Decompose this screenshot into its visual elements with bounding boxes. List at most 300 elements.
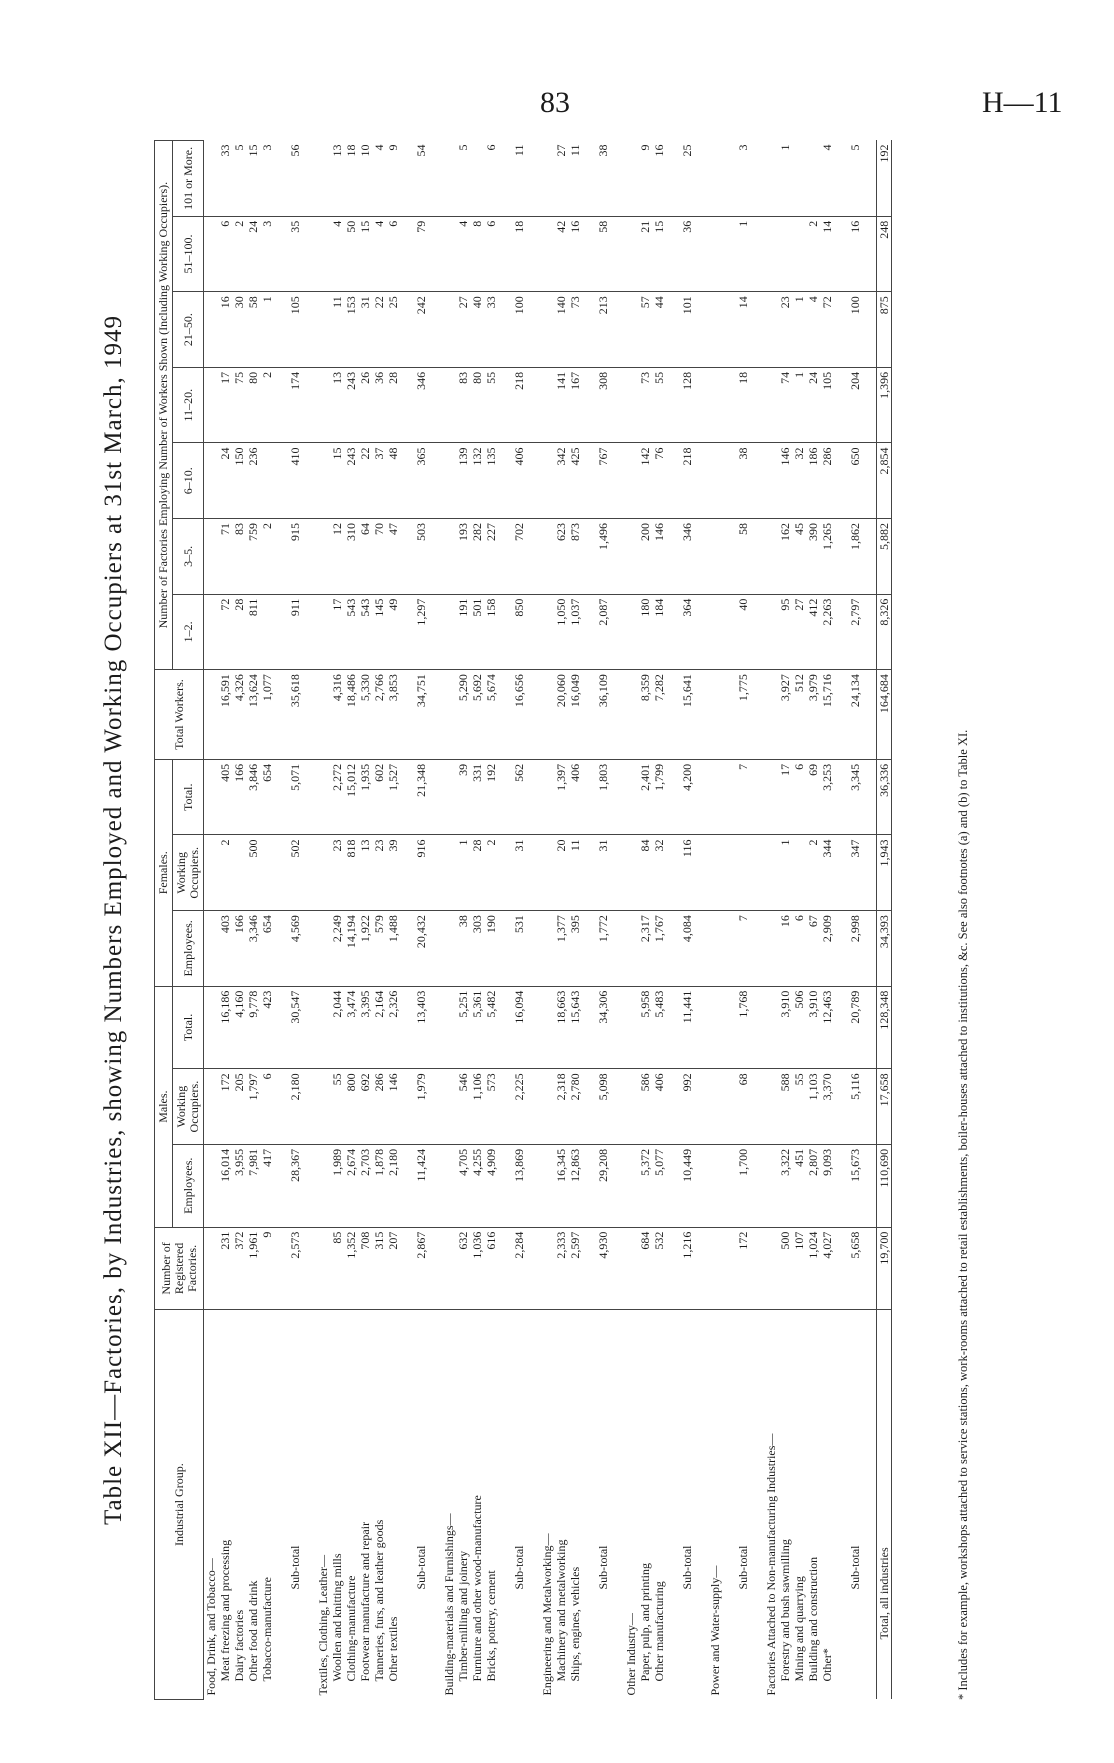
cell [708, 443, 722, 519]
cell: 28 [386, 367, 400, 443]
row-label: Woollen and knitting mills [330, 1553, 344, 1682]
cell [764, 216, 778, 292]
cell: 873 [568, 519, 582, 595]
cell: 602 [372, 759, 386, 835]
cell: 4,160 [232, 986, 246, 1069]
cell: 184 [652, 594, 666, 670]
cell [470, 141, 484, 217]
cell: 1,036 [470, 1227, 484, 1310]
cell: 39 [456, 759, 470, 835]
cell [442, 594, 456, 670]
cell: 5,482 [484, 986, 498, 1069]
cell: 310 [344, 519, 358, 595]
cell: 1,037 [568, 594, 582, 670]
cell: 1,768 [736, 986, 750, 1069]
cell: 3,474 [344, 986, 358, 1069]
spacer-row [722, 141, 736, 1700]
cell: 3,345 [848, 759, 862, 835]
cell: 1 [260, 292, 274, 368]
cell: 17,658 [877, 1069, 892, 1145]
cell: 684 [638, 1227, 652, 1310]
cell: 5 [232, 141, 246, 217]
cell: 2,780 [568, 1069, 582, 1145]
cell: 54 [414, 141, 428, 217]
cell [316, 594, 330, 670]
cell: 3 [260, 141, 274, 217]
cell: 11 [568, 141, 582, 217]
row-label: Other* [820, 1648, 834, 1682]
cell: 38 [736, 443, 750, 519]
cell: 532 [652, 1227, 666, 1310]
cell [232, 835, 246, 911]
group-heading-row [316, 141, 330, 1700]
table-row [778, 141, 792, 1700]
subtotal-row [512, 141, 526, 1700]
cell: 1,989 [330, 1144, 344, 1227]
cell [624, 367, 638, 443]
cell: 1,265 [820, 519, 834, 595]
cell: 308 [596, 367, 610, 443]
row-label: Mining and quarrying [792, 1576, 806, 1682]
cell: 20,789 [848, 986, 862, 1069]
cell: 5,958 [638, 986, 652, 1069]
cell [540, 1144, 554, 1227]
cell: 243 [344, 443, 358, 519]
cell: 218 [512, 367, 526, 443]
cell: 110,690 [877, 1144, 892, 1227]
cell: 2 [260, 519, 274, 595]
cell [792, 835, 806, 911]
cell [764, 367, 778, 443]
cell: 24 [218, 443, 232, 519]
header-total-workers: Total Workers. [155, 670, 204, 760]
cell: 34,751 [414, 670, 428, 760]
cell: 34,393 [877, 911, 892, 987]
cell: 3,927 [778, 670, 792, 760]
cell: 69 [806, 759, 820, 835]
cell: 915 [288, 519, 302, 595]
cell: 2,180 [386, 1144, 400, 1227]
cell: 56 [288, 141, 302, 217]
cell: 15 [330, 443, 344, 519]
cell: 128,348 [877, 986, 892, 1069]
cell: 158 [484, 594, 498, 670]
cell: 3 [736, 141, 750, 217]
row-label: Bricks, pottery, cement [484, 1570, 498, 1682]
cell [204, 759, 219, 835]
cell: 1,352 [344, 1227, 358, 1310]
cell [540, 911, 554, 987]
cell [708, 835, 722, 911]
cell: 346 [680, 519, 694, 595]
header-size-21-50: 21–50. [173, 292, 204, 368]
spacer-row [834, 141, 848, 1700]
cell: 40 [736, 594, 750, 670]
cell: 18 [512, 216, 526, 292]
cell: 16 [778, 911, 792, 987]
cell: 5,658 [848, 1227, 862, 1310]
row-label: Sub-total [414, 1545, 428, 1590]
cell: 242 [414, 292, 428, 368]
spacer-row [582, 141, 596, 1700]
cell: 2,087 [596, 594, 610, 670]
cell [316, 367, 330, 443]
cell: 500 [778, 1227, 792, 1310]
cell [806, 141, 820, 217]
cell: 403 [218, 911, 232, 987]
cell: 36,336 [877, 759, 892, 835]
cell: 2,263 [820, 594, 834, 670]
cell: 191 [456, 594, 470, 670]
cell: 1,775 [736, 670, 750, 760]
cell: 107 [792, 1227, 806, 1310]
cell: 5,077 [652, 1144, 666, 1227]
cell: 1,396 [877, 367, 892, 443]
cell [316, 670, 330, 760]
cell: 7 [736, 759, 750, 835]
cell: 35 [288, 216, 302, 292]
cell: 4 [456, 216, 470, 292]
cell [442, 519, 456, 595]
cell: 21,348 [414, 759, 428, 835]
table-body [204, 141, 892, 1700]
cell: 83 [456, 367, 470, 443]
cell [708, 141, 722, 217]
cell: 16,049 [568, 670, 582, 760]
cell [540, 594, 554, 670]
cell [204, 986, 219, 1069]
cell: 911 [288, 594, 302, 670]
cell: 35,618 [288, 670, 302, 760]
cell: 80 [246, 367, 260, 443]
cell: 2,272 [330, 759, 344, 835]
cell: 1,077 [260, 670, 274, 760]
cell: 2,703 [358, 1144, 372, 1227]
cell: 2 [806, 216, 820, 292]
table-row [330, 141, 344, 1700]
group-heading-row [204, 141, 219, 1700]
cell [764, 759, 778, 835]
cell: 1,878 [372, 1144, 386, 1227]
cell: 6 [260, 1069, 274, 1145]
cell [778, 216, 792, 292]
cell: 2,867 [414, 1227, 428, 1310]
cell: 623 [554, 519, 568, 595]
cell: 9,093 [820, 1144, 834, 1227]
cell [624, 519, 638, 595]
cell: 4,569 [288, 911, 302, 987]
cell: 142 [638, 443, 652, 519]
cell [624, 594, 638, 670]
cell [204, 835, 219, 911]
cell: 164,684 [877, 670, 892, 760]
cell [316, 986, 330, 1069]
cell: 192 [877, 141, 892, 217]
cell: 4,326 [232, 670, 246, 760]
row-label: Factories Attached to Non-manufacturing Industries— [764, 1433, 778, 1696]
cell: 9 [638, 141, 652, 217]
row-label: Sub-total [288, 1545, 302, 1590]
cell: 50 [344, 216, 358, 292]
cell: 417 [260, 1144, 274, 1227]
cell: 101 [680, 292, 694, 368]
cell: 1,700 [736, 1144, 750, 1227]
spacer-row [694, 141, 708, 1700]
cell: 38 [456, 911, 470, 987]
page-number: 83 [540, 86, 570, 119]
row-label: Food, Drink, and Tobacco— [204, 1558, 218, 1696]
cell: 347 [848, 835, 862, 911]
cell: 58 [736, 519, 750, 595]
table-row [568, 141, 582, 1700]
row-label: Timber-milling and joinery [456, 1550, 470, 1682]
cell: 654 [260, 759, 274, 835]
header-males: Males. [155, 986, 173, 1227]
cell: 1,961 [246, 1227, 260, 1310]
cell: 410 [288, 443, 302, 519]
row-label: Footwear manufacture and repair [358, 1521, 372, 1682]
header-females-total: Total. [173, 759, 204, 835]
cell [624, 216, 638, 292]
cell: 38 [596, 141, 610, 217]
cell: 14,194 [344, 911, 358, 987]
cell: 875 [877, 292, 892, 368]
cell [764, 141, 778, 217]
cell: 708 [358, 1227, 372, 1310]
subtotal-row [736, 141, 750, 1700]
cell: 23 [372, 835, 386, 911]
cell: 759 [246, 519, 260, 595]
cell: 128 [680, 367, 694, 443]
cell: 153 [344, 292, 358, 368]
cell: 10 [358, 141, 372, 217]
cell [708, 594, 722, 670]
cell: 531 [512, 911, 526, 987]
cell [442, 835, 456, 911]
cell: 2,597 [568, 1227, 582, 1310]
cell: 24 [246, 216, 260, 292]
cell: 2,854 [877, 443, 892, 519]
row-label: Building and construction [806, 1556, 820, 1682]
cell: 227 [484, 519, 498, 595]
cell [540, 1227, 554, 1310]
cell: 5,692 [470, 670, 484, 760]
cell: 1,024 [806, 1227, 820, 1310]
cell: 74 [778, 367, 792, 443]
row-label: Paper, pulp, and printing [638, 1563, 652, 1682]
row-label: Sub-total [512, 1545, 526, 1590]
cell: 1 [736, 216, 750, 292]
cell: 18 [344, 141, 358, 217]
cell [540, 670, 554, 760]
cell [624, 1069, 638, 1145]
cell: 2,909 [820, 911, 834, 987]
cell [624, 1227, 638, 1310]
cell [204, 519, 219, 595]
cell: 1 [778, 141, 792, 217]
cell: 2,284 [512, 1227, 526, 1310]
header-size-11-20: 11–20. [173, 367, 204, 443]
cell: 4,084 [680, 911, 694, 987]
table-row [344, 141, 358, 1700]
cell [204, 443, 219, 519]
cell: 72 [218, 594, 232, 670]
table-row [386, 141, 400, 1700]
cell: 11,424 [414, 1144, 428, 1227]
cell [540, 141, 554, 217]
cell: 67 [806, 911, 820, 987]
row-label: Clothing-manufacture [344, 1575, 358, 1682]
cell: 579 [372, 911, 386, 987]
cell [708, 1069, 722, 1145]
cell: 406 [512, 443, 526, 519]
cell: 19,700 [877, 1227, 892, 1310]
cell: 692 [358, 1069, 372, 1145]
cell [204, 367, 219, 443]
cell [540, 292, 554, 368]
cell: 180 [638, 594, 652, 670]
cell: 79 [414, 216, 428, 292]
cell [316, 216, 330, 292]
cell: 2,225 [512, 1069, 526, 1145]
cell: 850 [512, 594, 526, 670]
cell: 395 [568, 911, 582, 987]
cell: 248 [877, 216, 892, 292]
cell [316, 911, 330, 987]
spacer-row [302, 141, 316, 1700]
cell: 3,322 [778, 1144, 792, 1227]
cell [442, 670, 456, 760]
cell: 22 [372, 292, 386, 368]
cell: 4,316 [330, 670, 344, 760]
cell: 1,797 [246, 1069, 260, 1145]
table-row [218, 141, 232, 1700]
row-label: Textiles, Clothing, Leather— [316, 1555, 330, 1696]
cell [764, 443, 778, 519]
row-label: Other food and drink [246, 1580, 260, 1682]
cell: 55 [792, 1069, 806, 1145]
cell: 364 [680, 594, 694, 670]
cell: 18,486 [344, 670, 358, 760]
row-label: Other manufacturing [652, 1581, 666, 1682]
subtotal-row [288, 141, 302, 1700]
cell: 5,098 [596, 1069, 610, 1145]
cell: 1,527 [386, 759, 400, 835]
cell: 4 [820, 141, 834, 217]
row-label: Machinery and metalworking [554, 1539, 568, 1682]
cell: 12,863 [568, 1144, 582, 1227]
cell [708, 986, 722, 1069]
cell: 15 [652, 216, 666, 292]
cell: 141 [554, 367, 568, 443]
cell: 5,483 [652, 986, 666, 1069]
group-heading-row [540, 141, 554, 1700]
cell: 150 [232, 443, 246, 519]
cell: 17 [218, 367, 232, 443]
cell: 204 [848, 367, 862, 443]
cell: 73 [568, 292, 582, 368]
cell: 11 [568, 835, 582, 911]
cell: 75 [232, 367, 246, 443]
cell: 5,251 [456, 986, 470, 1069]
cell [316, 1227, 330, 1310]
cell: 68 [736, 1069, 750, 1145]
cell: 116 [680, 835, 694, 911]
table-row [470, 141, 484, 1700]
cell: 20 [554, 835, 568, 911]
cell [204, 670, 219, 760]
cell: 3,346 [246, 911, 260, 987]
cell: 12,463 [820, 986, 834, 1069]
cell [540, 1069, 554, 1145]
cell: 172 [218, 1069, 232, 1145]
cell: 23 [778, 292, 792, 368]
cell: 2,807 [806, 1144, 820, 1227]
row-label: Sub-total [736, 1545, 750, 1590]
cell: 546 [456, 1069, 470, 1145]
cell: 139 [456, 443, 470, 519]
cell [204, 141, 219, 217]
cell: 4,705 [456, 1144, 470, 1227]
cell [540, 986, 554, 1069]
cell: 13,869 [512, 1144, 526, 1227]
cell: 16,656 [512, 670, 526, 760]
cell [442, 1144, 456, 1227]
row-label: Tanneries, furs, and leather goods [372, 1519, 386, 1682]
table-row [554, 141, 568, 1700]
cell: 6 [386, 216, 400, 292]
header-males-working-occupiers: Working Occupiers. [173, 1069, 204, 1145]
cell: 616 [484, 1227, 498, 1310]
cell: 55 [484, 367, 498, 443]
row-label: Building-materials and Furnishings— [442, 1513, 456, 1696]
group-heading-row [764, 141, 778, 1700]
cell: 22 [358, 443, 372, 519]
header-females-employees: Employees. [173, 911, 204, 987]
table-row [792, 141, 806, 1700]
cell: 451 [792, 1144, 806, 1227]
cell: 8 [470, 216, 484, 292]
header-size-1-2: 1–2. [173, 594, 204, 670]
cell: 39 [386, 835, 400, 911]
cell: 31 [358, 292, 372, 368]
cell: 174 [288, 367, 302, 443]
cell: 33 [218, 141, 232, 217]
cell: 15,673 [848, 1144, 862, 1227]
cell: 800 [344, 1069, 358, 1145]
cell [624, 911, 638, 987]
cell [204, 594, 219, 670]
cell: 573 [484, 1069, 498, 1145]
cell: 146 [386, 1069, 400, 1145]
cell: 85 [330, 1227, 344, 1310]
cell [260, 594, 274, 670]
cell [316, 759, 330, 835]
row-label: Engineering and Metalworking— [540, 1533, 554, 1696]
cell [708, 759, 722, 835]
cell: 146 [652, 519, 666, 595]
cell: 146 [778, 443, 792, 519]
cell: 1,496 [596, 519, 610, 595]
cell: 105 [820, 367, 834, 443]
cell [442, 216, 456, 292]
table-row [638, 141, 652, 1700]
cell: 172 [736, 1227, 750, 1310]
cell: 10,449 [680, 1144, 694, 1227]
cell: 4 [330, 216, 344, 292]
cell: 31 [512, 835, 526, 911]
group-heading-row [624, 141, 638, 1700]
